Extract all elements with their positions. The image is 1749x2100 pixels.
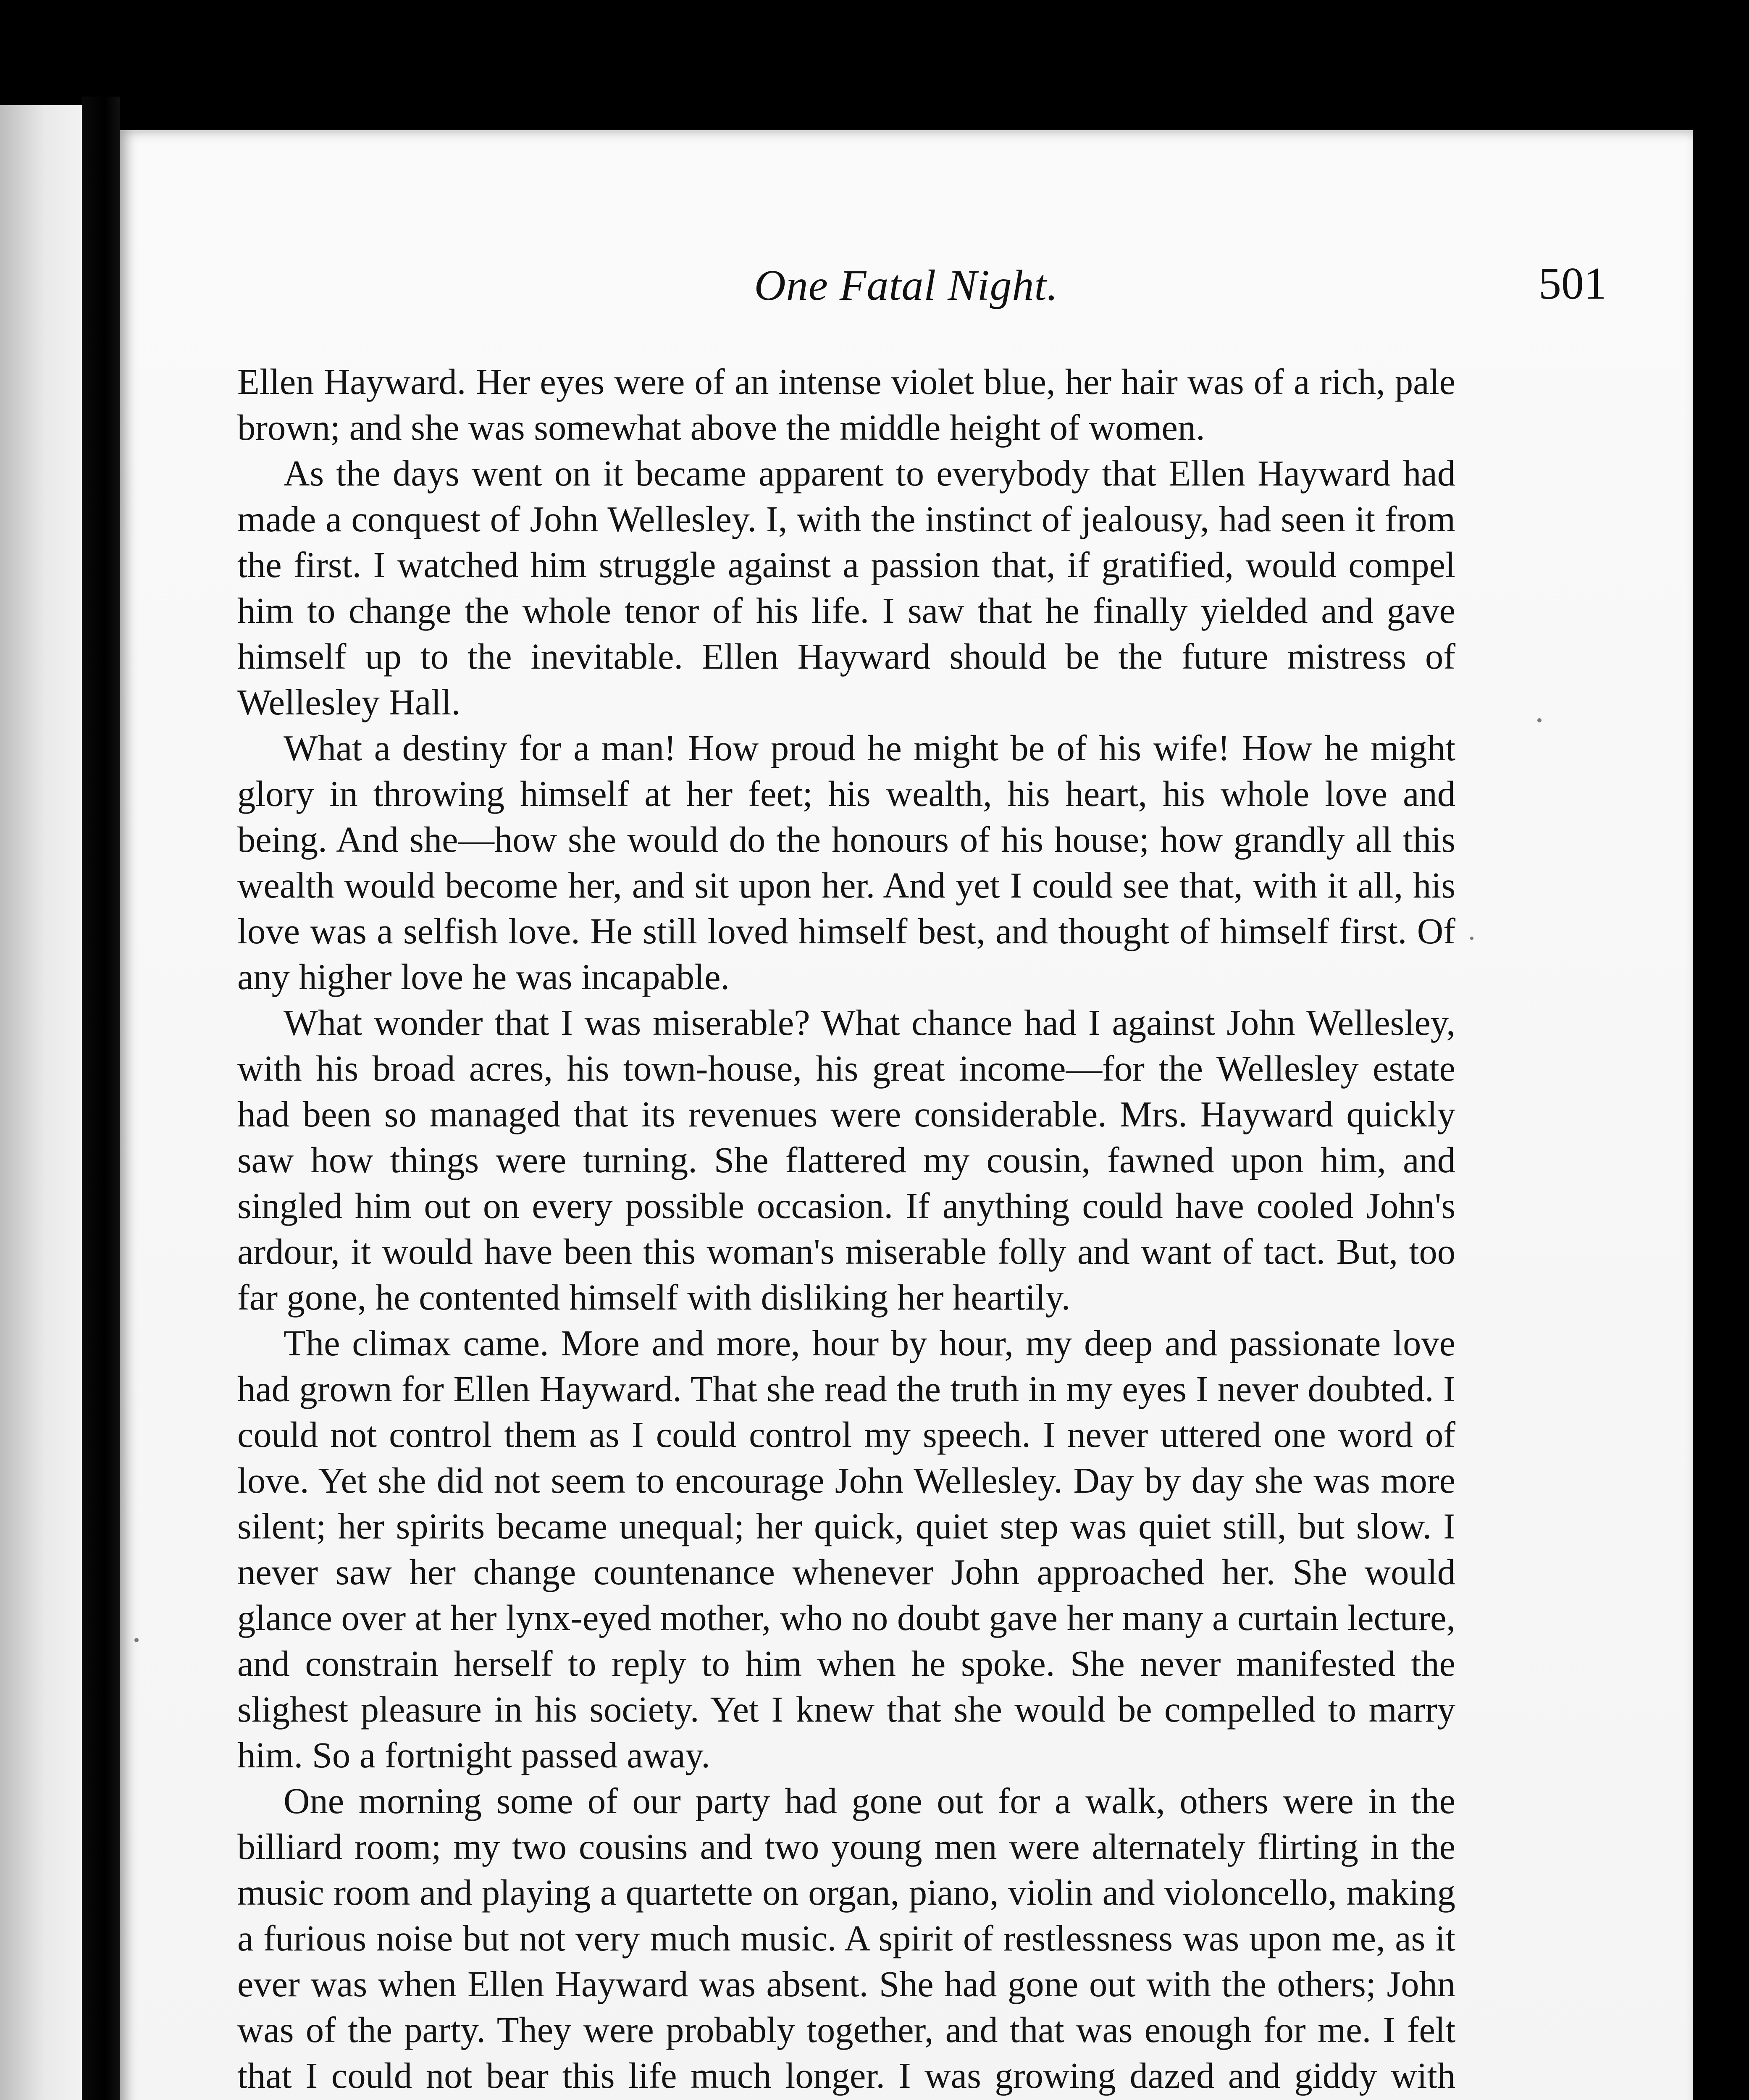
paragraph-6: One morning some of our party had gone out for a walk, others were in the billiard room; my two cousins and two young men were alternately flirting in the music room and playing a quartette on organ, piano, violin and violoncello, making a furious noise but not very much music. A spirit of restlessness was upon me, as it ever was when Ellen Hayward was absent. She had gone out with the others; John was of the party. They were probably together, and that was enough for me. I felt that I could not bear this life much longer. I was growing dazed and giddy with	[237, 1781, 1455, 2096]
running-head	[120, 252, 1693, 319]
book-gutter	[82, 97, 120, 2100]
paper-speck	[1537, 718, 1542, 722]
body-text	[237, 359, 1455, 2100]
paragraph-5: The climax came. More and more, hour by hour, my deep and passionate love had grown for Ellen Hayward. That she read the truth in my eyes I never doubted. I could not control them as I could control my speech. I never uttered one word of love. Yet she did not seem to encourage John Wellesley. Day by day she was more silent; her spirits became unequal; her quick, quiet step was quiet still, but slow. I never saw her change countenance whenever John approached her. She would glance over at her lynx-eyed mother, who no doubt gave her many a curtain lecture, and constrain herself to reply to him when he spoke. She never manifested the slighest pleasure in his society. Yet I knew that she would be compelled to marry him. So a fortnight passed away.	[237, 1323, 1455, 1775]
previous-page-edge	[0, 105, 82, 2100]
paragraph-3: What a destiny for a man! How proud he might be of his wife! How he might glory in throwing himself at her feet; his wealth, his heart, his whole love and being. And she—how she would do the honours of his house; how grandly all this wealth would become her, and sit upon her. And yet I could see that, with it all, his love was a selfish love. He still loved himself best, and thought of himself first. Of any higher love he was incapable.	[237, 728, 1455, 997]
paragraph-2: As the days went on it became apparent to everybody that Ellen Hayward had made a conquest of John Wellesley. I, with the instinct of jealousy, had seen it from the first. I watched him struggle against a passion that, if gratified, would compel him to change the whole tenor of his life. I saw that he finally yielded and gave himself up to the inevitable. Ellen Hayward should be the future mistress of Wellesley Hall.	[237, 453, 1455, 722]
running-title: One Fatal Night.	[754, 261, 1058, 310]
paper-speck	[1470, 937, 1473, 940]
paper-speck	[134, 1638, 139, 1642]
page-number: 501	[1539, 259, 1607, 309]
paragraph-1: Ellen Hayward. Her eyes were of an intense violet blue, her hair was of a rich, pale brown; and she was somewhat above the middle height of women.	[237, 362, 1455, 448]
paragraph-4: What wonder that I was miserable? What chance had I against John Wellesley, with his broad acres, his town-house, his great income—for the Wellesley estate had been so managed that its revenues were considerable. Mrs. Hayward quickly saw how things were turning. She flattered my cousin, fawned upon him, and singled him out on every possible occasion. If anything could have cooled John's ardour, it would have been this woman's miserable folly and want of tact. But, too far gone, he contented himself with disliking her heartily.	[237, 1003, 1455, 1318]
